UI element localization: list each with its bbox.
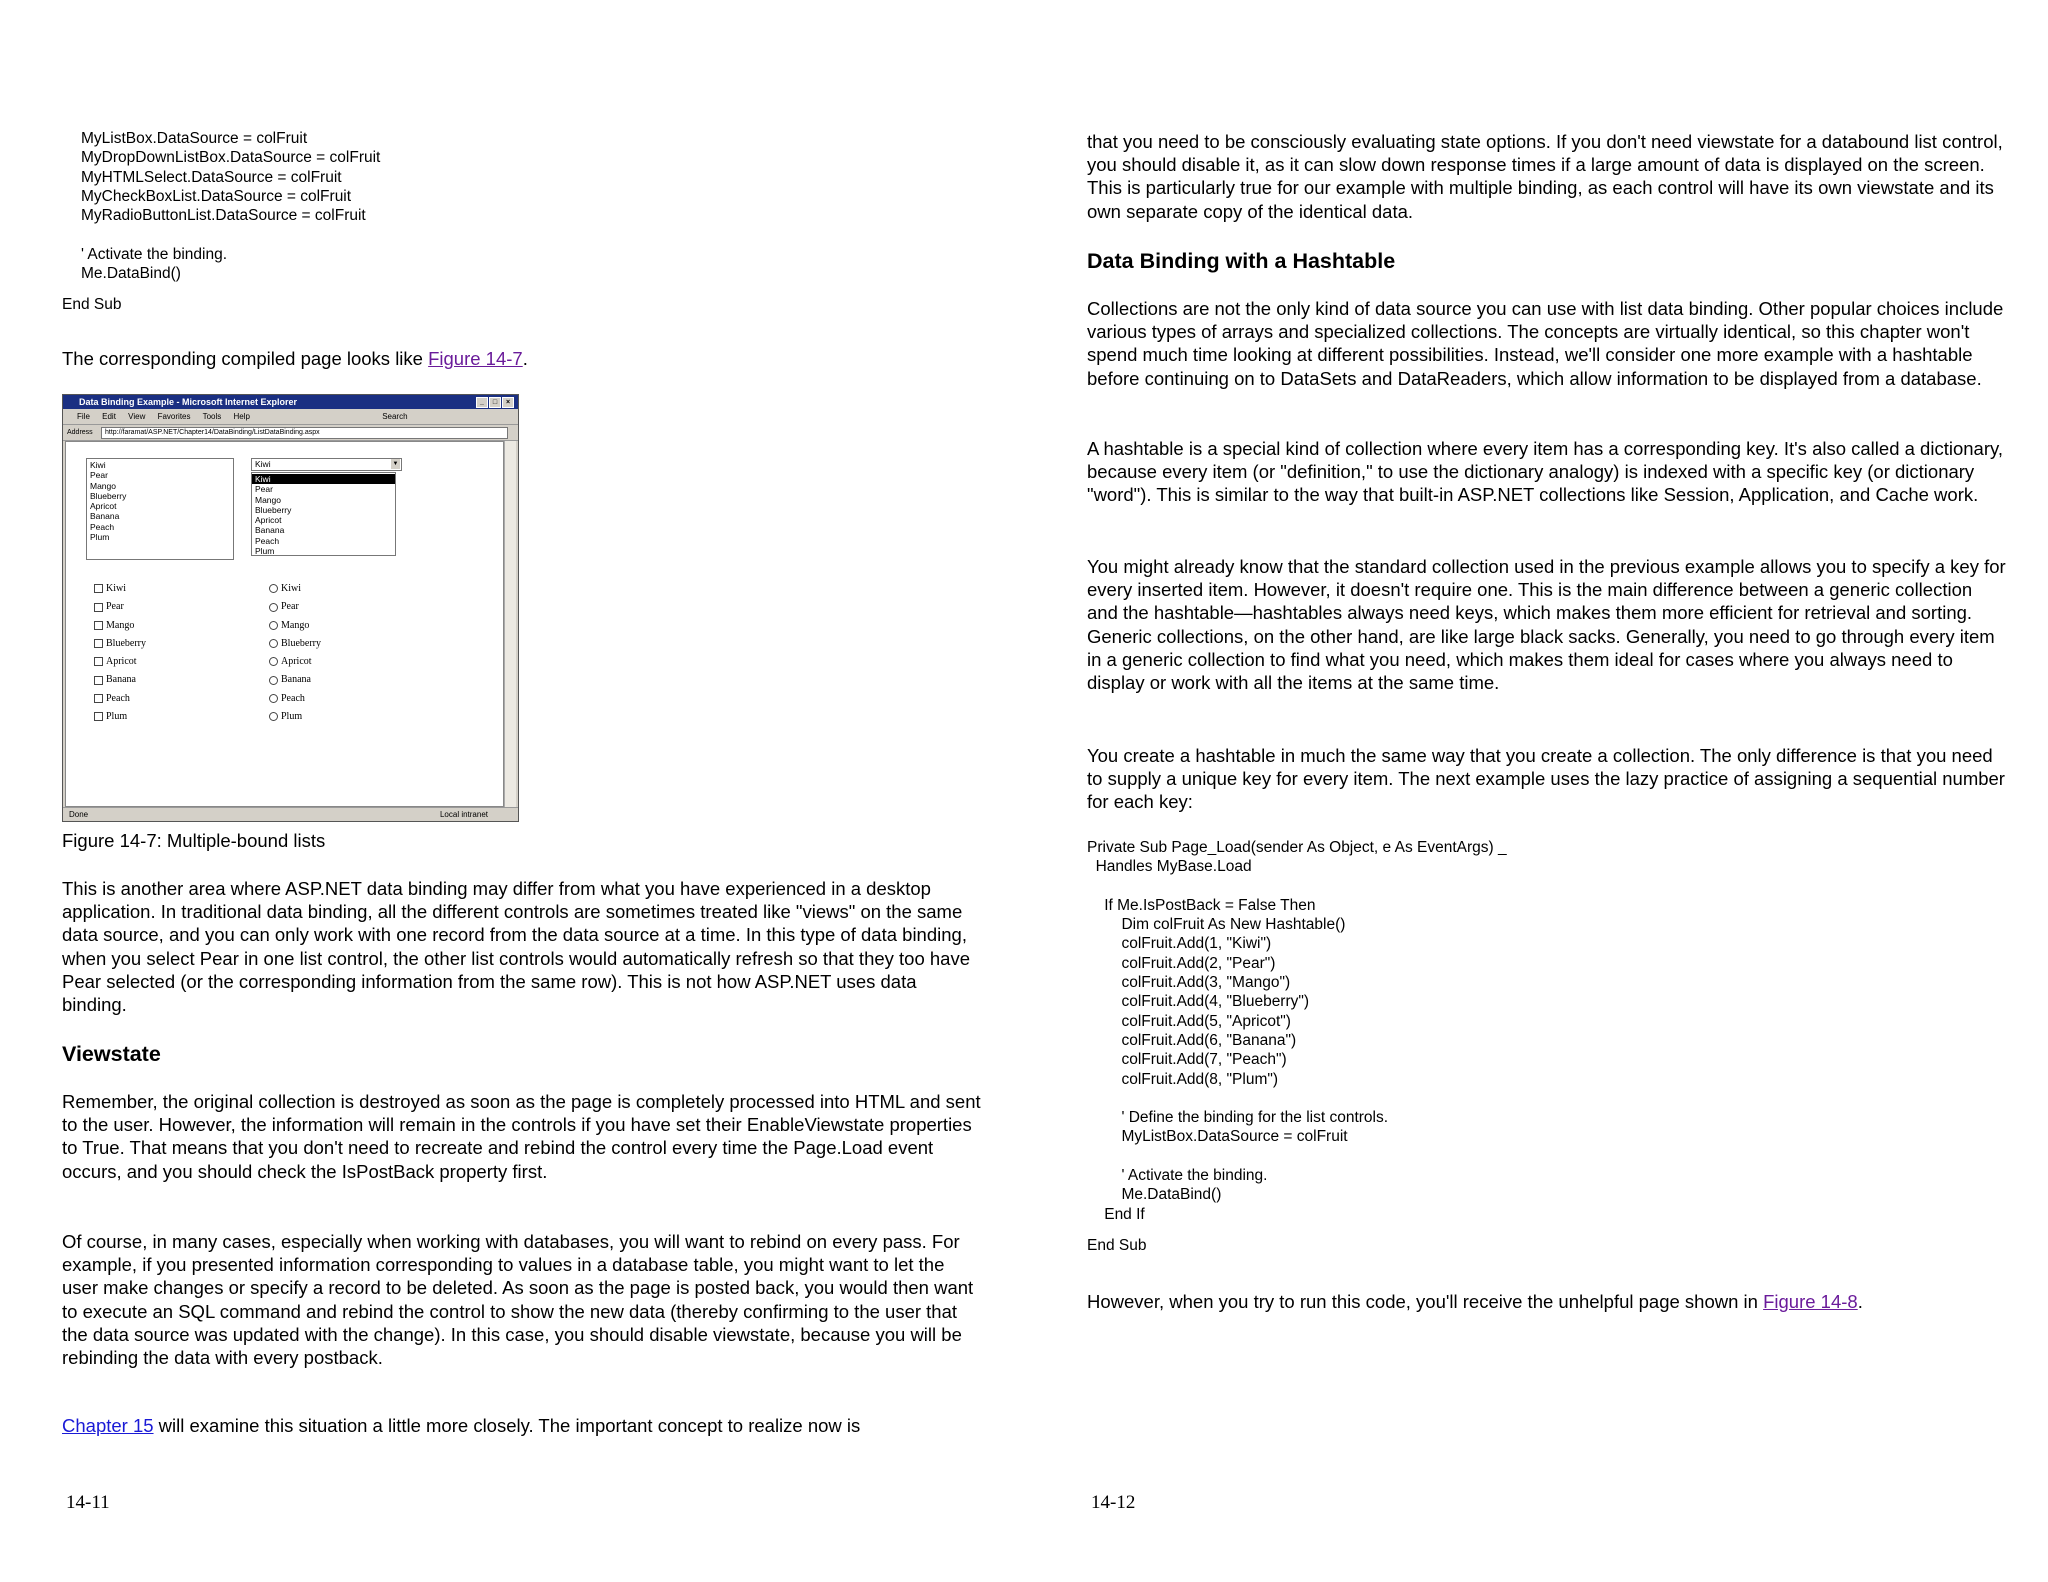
status-done: Done: [69, 810, 89, 819]
dropdown: [251, 458, 402, 471]
chevron-down-icon: ▼: [392, 461, 399, 467]
code-line: colFruit.Add(8, "Plum"): [1087, 1070, 1279, 1088]
list-item: Pear: [255, 484, 273, 495]
code-block-hashtable: [1087, 838, 1507, 1255]
body-paragraph: This is another area where ASP.NET data binding may differ from what you have experienced in a desktop application. In traditional data binding, all the different controls are sometimes treated like "views" on the same data source, and you can only work with one record from the data source at a time. In this type of data binding, when you select Pear in one list control, the other list controls would automatically refresh so that they too have Pear selected (or the corresponding information from the same row). This is not how ASP.NET uses data binding.: [62, 878, 971, 1016]
list-item: Apricot: [255, 515, 282, 526]
radio-icon: [269, 676, 278, 685]
code-line: colFruit.Add(4, "Blueberry"): [1087, 993, 1310, 1011]
figure-14-7-screenshot: [62, 394, 519, 822]
checkbox-item: [94, 708, 146, 726]
chapter-15-link[interactable]: Chapter 15: [62, 1415, 154, 1436]
menu-help: Help: [233, 412, 250, 421]
code-line: colFruit.Add(7, "Peach"): [1087, 1051, 1287, 1069]
code-line: [1087, 1089, 1507, 1108]
radio-label: Banana: [281, 674, 311, 686]
code-line: ' Activate the binding.: [1087, 1167, 1268, 1185]
code-line: colFruit.Add(2, "Pear"): [1087, 954, 1276, 972]
body-paragraph: that you need to be consciously evaluating state options. If you don't need viewstate for a databound list control, you should disable it, as it can slow down response times if a large amount of data is displayed on the screen. This is particularly true for our example with multiple binding, as each control will have its own viewstate and its own separate copy of the identical data.: [1087, 131, 2003, 222]
menu-tools: Tools: [202, 412, 222, 421]
menu-file: File: [77, 412, 90, 421]
checkbox-item: [94, 580, 146, 598]
address-label: Address: [67, 429, 93, 436]
menu-favorites: Favorites: [157, 412, 191, 421]
checkbox-label: Mango: [106, 619, 135, 631]
code-line: Me.DataBind(): [1087, 1186, 1222, 1204]
text: will examine this situation a little more closely. The important concept to realize now is: [153, 1415, 861, 1436]
checkbox-label: Kiwi: [106, 583, 126, 594]
list-item: Mango: [90, 480, 116, 491]
minimize-icon: _: [476, 397, 488, 408]
text: The corresponding compiled page looks like: [62, 348, 429, 369]
radio-label: Mango: [281, 619, 310, 631]
checkbox-item: [94, 617, 146, 635]
radio-icon: [269, 621, 278, 630]
status-zone: Local intranet: [439, 810, 488, 819]
code-line: colFruit.Add(1, "Kiwi"): [1087, 935, 1272, 953]
radio-label: Blueberry: [281, 637, 321, 649]
text: However, when you try to run this code, you'll receive the unhelpful page shown in: [1087, 1291, 1764, 1312]
checkbox-icon: [94, 584, 103, 593]
code-line: [1087, 877, 1507, 896]
code-line: End If: [1087, 1205, 1145, 1223]
radio-item: [269, 635, 321, 653]
address-field: http://faramat/ASP.NET/Chapter14/DataBinding/ListDataBinding.aspx: [101, 427, 508, 439]
checkbox-item: [94, 690, 146, 708]
radio-item: [269, 617, 321, 635]
scrollbar: [504, 441, 516, 807]
status-bar: [63, 807, 518, 821]
code-line: colFruit.Add(3, "Mango"): [1087, 974, 1291, 992]
radio-icon: [269, 603, 278, 612]
radio-list: [269, 580, 321, 726]
close-icon: ×: [502, 397, 514, 408]
checkbox-label: Pear: [106, 601, 124, 613]
window-titlebar: [63, 395, 518, 409]
address-bar: [63, 425, 518, 441]
text: .: [522, 348, 528, 369]
radio-item: [269, 690, 321, 708]
list-item: Peach: [255, 535, 280, 546]
checkbox-icon: [94, 603, 103, 612]
menu-view: View: [128, 412, 146, 421]
checkbox-icon: [94, 657, 103, 666]
checkbox-icon: [94, 712, 103, 721]
page-number: 14-12: [1091, 1492, 1136, 1513]
checkbox-item: [94, 653, 146, 671]
checkbox-icon: [94, 676, 103, 685]
checkbox-label: Apricot: [106, 656, 137, 668]
radio-icon: [269, 712, 278, 721]
code-line: If Me.IsPostBack = False Then: [1087, 896, 1316, 914]
browser-content: [65, 441, 504, 807]
body-paragraph: Collections are not the only kind of data source you can use with list data binding. Other popular choices include various types of arrays and specialized collections. The concepts are virtually identical, so this chapter won't spend much time looking at different possibilities. Instead, we'll consider one more example with a hashtable before continuing on to DataSets and DataReaders, which allow information to be displayed from a database.: [1087, 298, 2004, 389]
body-paragraph: You create a hashtable in much the same way that you create a collection. The only difference is that you need to supply a unique key for every item. The next example uses the lazy practice of assigning a sequential number for each key:: [1087, 745, 2005, 813]
checkbox-list: [94, 580, 146, 726]
search-label: Search: [382, 412, 408, 421]
list-item: Mango: [255, 494, 281, 505]
code-line: Private Sub Page_Load(sender As Object, e As EventArgs) _: [1087, 839, 1507, 856]
checkbox-icon: [94, 639, 103, 648]
list-item: Banana: [90, 511, 120, 522]
code-line: End Sub: [1087, 1236, 1147, 1254]
code-block-top: [62, 129, 380, 315]
code-line: colFruit.Add(6, "Banana"): [1087, 1031, 1297, 1049]
radio-label: Kiwi: [281, 583, 301, 594]
radio-icon: [269, 657, 278, 666]
radio-label: Apricot: [281, 656, 312, 668]
body-paragraph: [62, 1414, 1002, 1437]
menu-edit: Edit: [102, 412, 116, 421]
code-line: Me.DataBind(): [81, 265, 181, 283]
right-page: [1024, 0, 2048, 1582]
list-item: Kiwi: [90, 460, 106, 470]
checkbox-item: [94, 598, 146, 616]
code-line: MyCheckBoxList.DataSource = colFruit: [81, 187, 352, 205]
code-line: colFruit.Add(5, "Apricot"): [1087, 1012, 1291, 1030]
list-item: Blueberry: [255, 504, 292, 515]
radio-icon: [269, 584, 278, 593]
radio-item: [269, 580, 321, 598]
list-item: Banana: [255, 525, 285, 536]
code-line: Handles MyBase.Load: [1087, 858, 1252, 876]
body-paragraph: You might already know that the standard collection used in the previous example allows you to specify a key for every inserted item. However, it doesn't require one. This is the main difference between a generic collection and the hashtable—hashtables always need keys, which makes them more efficient for retrieval and sorting. Generic collections, on the other hand, are like large black sacks. Generally, you need to go through every item in a generic collection to find what you need, which makes them ideal for cases where you always need to display or work with all the items at the same time.: [1087, 556, 2006, 694]
list-item: Plum: [90, 532, 110, 543]
code-line: [1087, 1224, 1507, 1236]
radio-label: Peach: [281, 692, 305, 704]
list-item: Plum: [255, 546, 275, 557]
code-line: [62, 225, 380, 244]
text: .: [1857, 1291, 1863, 1312]
code-line: End Sub: [62, 296, 122, 314]
code-line: [1087, 1147, 1507, 1166]
section-heading: Data Binding with a Hashtable: [1087, 249, 1396, 273]
figure-14-8-link[interactable]: Figure 14-8: [1763, 1291, 1858, 1312]
checkbox-icon: [94, 621, 103, 630]
body-paragraph: Of course, in many cases, especially when working with databases, you will want to rebind on every pass. For example, if you presented information corresponding to values in a database table, you might want to let the user make changes or specify a record to be deleted. As soon as the page is posted back, you would then want to execute an SQL command and rebind the control to show the new data (thereby confirming to the user that the data source was updated with the change). In this case, you should disable viewstate, because you will be rebinding the data with every postback.: [62, 1231, 974, 1369]
dropdown-value: Kiwi: [255, 459, 271, 469]
code-line: MyListBox.DataSource = colFruit: [1087, 1128, 1348, 1146]
radio-item: [269, 598, 321, 616]
list-item: Apricot: [90, 501, 117, 512]
list-item-selected: Kiwi: [252, 474, 395, 484]
maximize-icon: □: [489, 397, 501, 408]
body-paragraph: A hashtable is a special kind of collection where every item has a corresponding key. It's also called a dictionary, because every item (or "definition," to use the dictionary analogy) is indexed with a specific key (or dictionary "word"). This is similar to the way that built-in ASP.NET collections like Session, Application, and Cache work.: [1087, 438, 2003, 506]
code-line: MyHTMLSelect.DataSource = colFruit: [81, 168, 342, 186]
figure-reference-paragraph: [62, 347, 982, 370]
list-item: Peach: [90, 521, 115, 532]
radio-label: Pear: [281, 601, 299, 613]
code-line: MyListBox.DataSource = colFruit: [81, 130, 308, 147]
checkbox-icon: [94, 694, 103, 703]
checkbox-item: [94, 671, 146, 689]
checkbox-label: Blueberry: [106, 637, 146, 649]
checkbox-label: Banana: [106, 674, 136, 686]
radio-icon: [269, 639, 278, 648]
radio-item: [269, 708, 321, 726]
body-paragraph: Remember, the original collection is destroyed as soon as the page is completely processed into HTML and sent to the user. However, the information will remain in the controls if you have set their EnableViewstate properties to True. That means that you don't need to recreate and rebind the control every time the Page.Load event occurs, and you should check the IsPostBack property first.: [62, 1091, 981, 1182]
body-paragraph: [1087, 1290, 2027, 1313]
code-line: ' Activate the binding.: [81, 245, 228, 263]
checkbox-item: [94, 635, 146, 653]
code-line: ' Define the binding for the list controls.: [1087, 1109, 1389, 1127]
page-number: 14-11: [66, 1492, 110, 1513]
figure-14-7-link[interactable]: Figure 14-7: [428, 348, 523, 369]
list-item: Blueberry: [90, 490, 127, 501]
figure-caption: Figure 14-7: Multiple-bound lists: [62, 830, 326, 851]
code-line: MyDropDownListBox.DataSource = colFruit: [81, 149, 381, 167]
radio-icon: [269, 694, 278, 703]
checkbox-label: Plum: [106, 711, 128, 723]
checkbox-label: Peach: [106, 692, 130, 704]
select-list: [251, 472, 396, 556]
code-line: MyRadioButtonList.DataSource = colFruit: [81, 207, 366, 225]
code-line: Dim colFruit As New Hashtable(): [1087, 916, 1346, 934]
list-item: Pear: [90, 470, 108, 481]
window-title: Data Binding Example - Microsoft Internet Explorer: [79, 397, 298, 407]
listbox: [86, 458, 234, 560]
section-heading: Viewstate: [62, 1042, 161, 1066]
radio-item: [269, 653, 321, 671]
radio-label: Plum: [281, 711, 303, 723]
radio-item: [269, 671, 321, 689]
menubar: [63, 409, 518, 425]
